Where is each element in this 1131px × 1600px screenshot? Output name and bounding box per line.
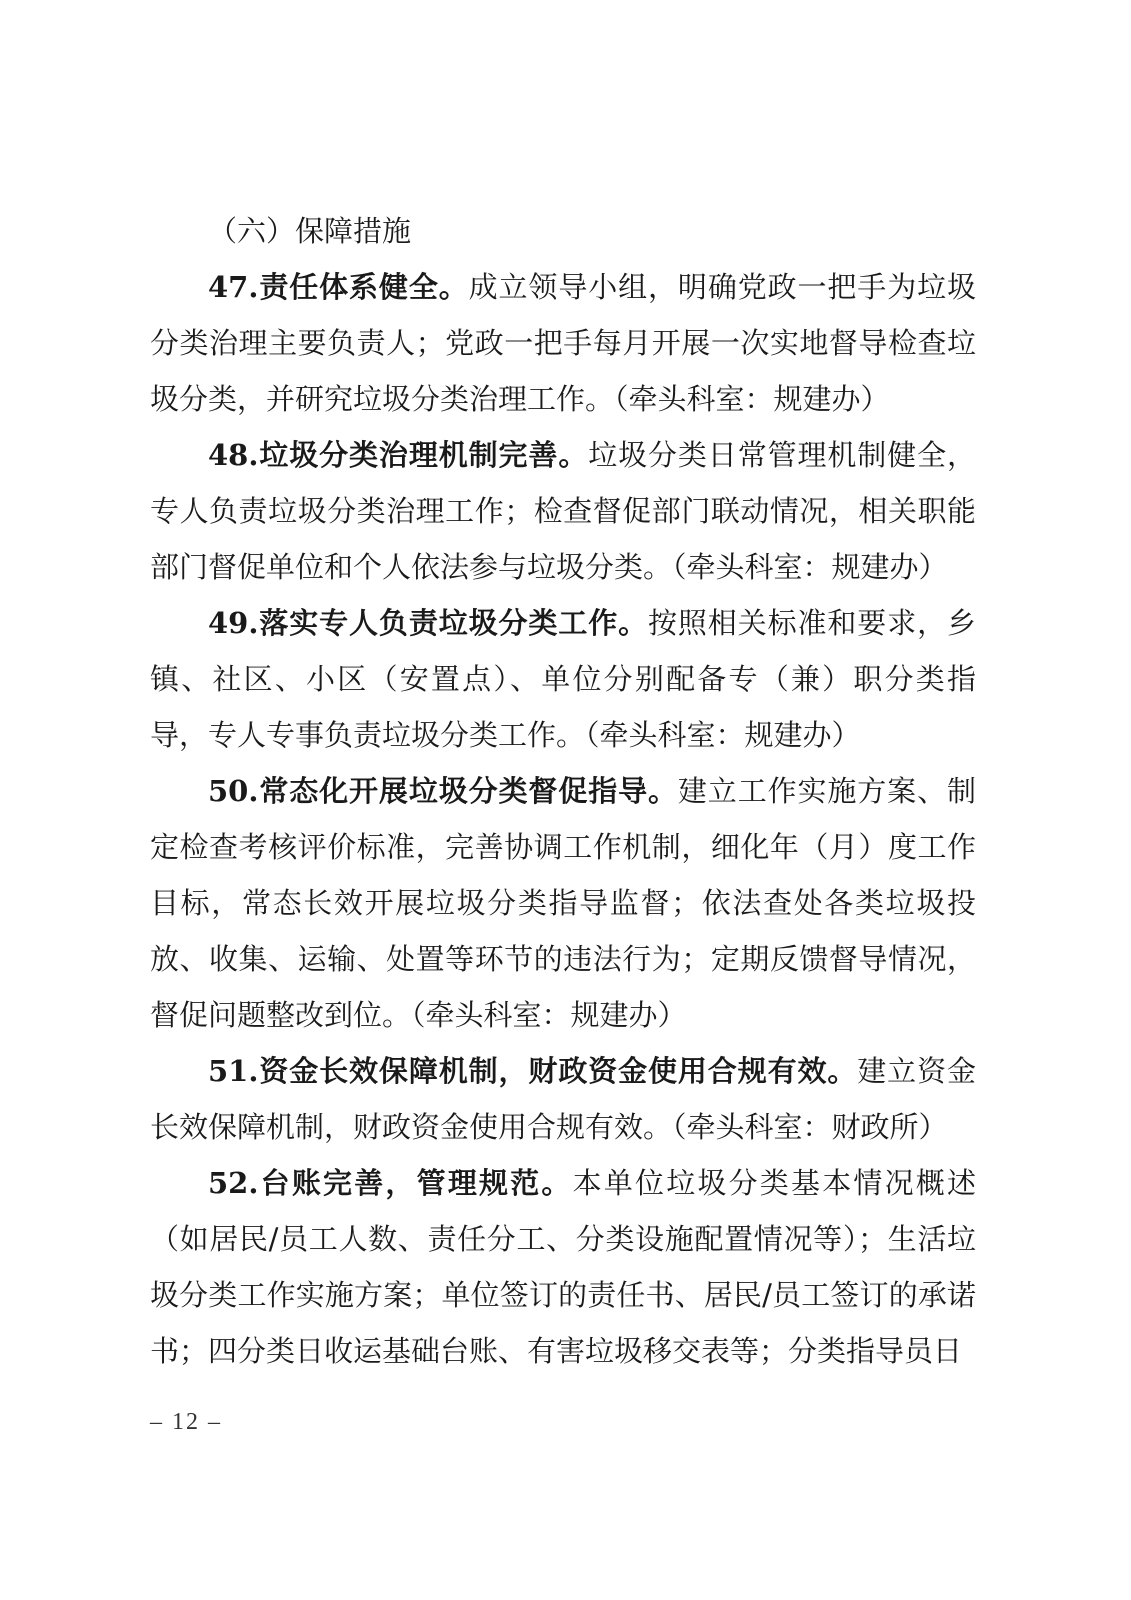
item-text: 按照相关标准和要求，乡镇、社区、小区（安置点）、单位分别配备专（兼）职分类指导，专人专事负责垃圾分类工作。（牵头科室：规建办） (150, 606, 976, 752)
item-lead: 台账完善，管理规范。 (258, 1166, 573, 1200)
item-text: 建立资金长效保障机制，财政资金使用合规有效。（牵头科室：财政所） (150, 1054, 976, 1144)
item-lead: 责任体系健全。 (258, 270, 469, 304)
item-lead: 资金长效保障机制，财政资金使用合规有效。 (258, 1054, 858, 1088)
item-49 (150, 595, 976, 763)
item-50 (150, 763, 976, 1043)
item-52 (150, 1155, 976, 1379)
page-number: – 12 – (150, 1409, 222, 1435)
item-lead: 落实专人负责垃圾分类工作。 (258, 606, 649, 640)
item-text: 建立工作实施方案、制定检查考核评价标准，完善协调工作机制，细化年（月）度工作目标，常态长效开展垃圾分类指导监督；依法查处各类垃圾投放、收集、运输、处置等环节的违法行为；定期反馈督导情况，督促问题整改到位。（牵头科室：规建办） (150, 774, 976, 1032)
item-number: 49. (208, 606, 259, 640)
item-text: 本单位垃圾分类基本情况概述（如居民/员工人数、责任分工、分类设施配置情况等）；生活垃圾分类工作实施方案；单位签订的责任书、居民/员工签订的承诺书；四分类日收运基础台账、有害垃圾移交表等；分类指导员日 (150, 1166, 976, 1368)
item-number: 47. (208, 270, 259, 304)
item-48 (150, 427, 976, 595)
item-number: 48. (208, 438, 259, 472)
item-number: 52. (208, 1166, 259, 1200)
item-text: 成立领导小组，明确党政一把手为垃圾分类治理主要负责人；党政一把手每月开展一次实地督导检查垃圾分类，并研究垃圾分类治理工作。（牵头科室：规建办） (150, 270, 976, 416)
item-47 (150, 259, 976, 427)
item-lead: 常态化开展垃圾分类督促指导。 (258, 774, 678, 808)
item-number: 51. (208, 1054, 259, 1088)
item-number: 50. (208, 774, 259, 808)
item-lead: 垃圾分类治理机制完善。 (258, 438, 589, 472)
item-51 (150, 1043, 976, 1155)
document-body (150, 203, 976, 1379)
section-heading: （六）保障措施 (208, 214, 412, 248)
item-text: 垃圾分类日常管理机制健全，专人负责垃圾分类治理工作；检查督促部门联动情况，相关职能部门督促单位和个人依法参与垃圾分类。（牵头科室：规建办） (150, 438, 976, 584)
